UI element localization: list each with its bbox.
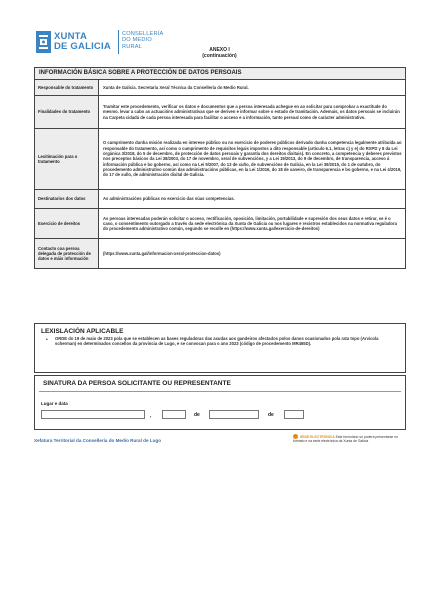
annex-title-block (0, 47, 439, 59)
table-row (35, 239, 405, 268)
row-text: O cumprimento dunha misión realizada en interese público ou no exercicio de poderes públicos derivado dunha competencia legalmente atribuída ao responsable do tratamento, así como o cumprimento de requisitos legais impostos a dito responsable (artículo 6.1, letras c) y e) do RXPD y 8 da Lei orgánica 3/2018, do 5 de decembro, de protección de datos persoais y garantía dos dereitos dixitais). En concreto, a competencia y deberes previstos nos preceptos básicos da Lei 38/2003, do 17 de novembro, xeral de subvencións, y a Lei 19/2013, do 9 de decembro, de transparencia, acceso á información pública e bo goberno, así como na Lei 9/2007, do 13 de xuño, de subvencións de Galicia, en la Lei 39/2015, do 1 de outubro, do procedemento administrativo común das administracións públicas, en la Lei 1/2016, do 18 de xaneiro, de transparencia e bo goberno, e na Lei 4/2019, do 17 de xullo, de administración dixital de Galicia. (103, 140, 402, 178)
data-protection-table (34, 67, 406, 269)
signature-section (34, 375, 406, 430)
row-text: Xunta de Galicia. Secretaría Xeral Técnica da Consellería do Medio Rural. (103, 84, 249, 90)
place-input[interactable] (41, 410, 145, 419)
row-label: Responsable do tratamento (35, 80, 99, 95)
dept-line-2: DO MEDIO (122, 37, 152, 44)
row-label: Contacto coa persoa delegada de protección de datos e máis información (35, 239, 99, 268)
annex-subtitle: (continuación) (202, 53, 237, 59)
bullet-icon: • (46, 337, 48, 343)
row-label: Exercicio de dereitos (35, 209, 99, 238)
table-row (35, 129, 405, 190)
table-row (35, 96, 405, 129)
sede-note-text: Este formulario só poderá presentarse no formato e na sede electrónica da Xunta de Galicia (293, 435, 399, 444)
row-label: Finalidades do tratamento (35, 96, 99, 128)
data-protection-heading: INFORMACIÓN BÁSICA SOBRE A PROTECCIÓN DE DATOS PERSOAIS (35, 68, 405, 80)
footer-office: Xefatura Territorial da Consellería do Medio Rural de Lugo (34, 438, 162, 443)
row-text: (https://www.xunta.gal/informacion-xeral-proteccion-datos) (103, 250, 221, 256)
annex-title: ANEXO I (209, 47, 230, 53)
legislation-text: ORDE do 19 de maio de 2023 pola que se establecen as bases reguladoras das axudas aos gandeiros afectados polos danos ocasionados pola rata topo (Arvicola scherman) en determinados concellos da provincia de Lugo, e se convocan para o ano 2023 (código de procedemento MR465D). (55, 336, 379, 347)
day-input[interactable] (162, 410, 186, 419)
logo-line-1: XUNTA (54, 31, 88, 42)
row-text: As persoas interesadas poderán solicitar o acceso, rectificación, oposición, limitación, portabilidade e supresión dos seus datos e retirar, se é o caso, o consentimento outorgado a través da sede electrónica da Xunta de Galicia ou nos lugares e rexistros establecidos na normativa reguladora do procedemento administrativo común, segundo se recolle en (https://www.xunta.gal/exercicio-de-dereitos) (103, 215, 397, 232)
table-row (35, 209, 405, 239)
separator-de: de (194, 412, 200, 418)
footer-sede-note (293, 434, 408, 443)
separator-comma: , (150, 413, 152, 419)
month-input[interactable] (209, 410, 259, 419)
signature-heading: SINATURA DA PERSOA SOLICITANTE OU REPRESENTANTE (43, 380, 231, 387)
legislation-heading: LEXISLACIÓN APLICABLE (41, 328, 124, 335)
logo-line-2: DE GALICIA (54, 41, 111, 52)
row-text: Tramitar este procedemento, verificar os datos e documentos que a persoa interesada achegue en ao solicitar para comprobar a exactitude do mesmo. levar a cabo as actuacións administrativas que se deriven e informar sobre o estado de tramitación. Ademais, os datos persoais se incluirán na Carpeta cidadá de cada persoa interesada para facilitar o acceso e a información, tanto persoal como de carácter administrativo. (103, 104, 400, 120)
dept-line-1: CONSELLERÍA (122, 31, 164, 37)
divider (39, 391, 401, 392)
year-input[interactable] (284, 410, 304, 419)
dept-line-3: RURAL (122, 43, 142, 50)
row-label: Lexitimación para o tratamento (35, 129, 99, 189)
place-date-label: Lugar e data (41, 401, 68, 406)
row-text: As administracións públicas no exercicio das súas competencias. (103, 196, 235, 202)
table-row (35, 80, 405, 96)
separator-de: de (268, 412, 274, 418)
row-label: Destinatarios dos datos (35, 190, 99, 208)
legislation-section (34, 323, 406, 373)
table-row (35, 190, 405, 209)
sede-label[interactable]: SEDE ELECTRÓNICA (300, 435, 335, 439)
